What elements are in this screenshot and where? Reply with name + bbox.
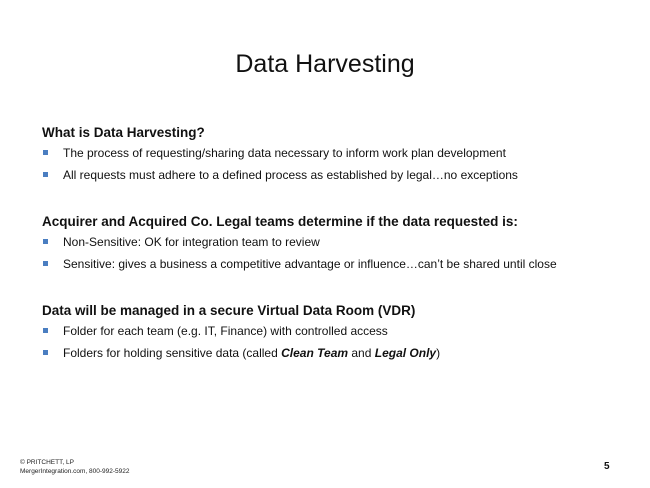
square-bullet-icon <box>43 150 48 155</box>
square-bullet-icon <box>43 172 48 177</box>
bullet-item <box>42 257 632 272</box>
bullet-text: Folder for each team (e.g. IT, Finance) with controlled access <box>63 324 388 338</box>
bullet-text: Non-Sensitive: OK for integration team to review <box>63 235 320 249</box>
bullet-text-prefix: Folders for holding sensitive data (called <box>63 346 282 360</box>
section-heading: What is Data Harvesting? <box>42 125 205 140</box>
footer-copyright: © PRITCHETT, LP <box>20 459 74 466</box>
bullet-list <box>42 146 632 183</box>
bullet-list <box>42 324 632 361</box>
section-what-is <box>42 124 632 190</box>
bullet-item <box>42 146 632 161</box>
clean-team-emphasis: Clean Team <box>281 346 349 360</box>
bullet-text-mid: and <box>348 346 375 360</box>
section-heading: Data will be managed in a secure Virtual Data Room (VDR) <box>42 303 416 318</box>
bullet-list <box>42 235 632 272</box>
square-bullet-icon <box>43 239 48 244</box>
bullet-item <box>42 168 632 183</box>
square-bullet-icon <box>43 350 48 355</box>
page-number: 5 <box>604 461 610 472</box>
bullet-item <box>42 235 632 250</box>
footer-contact: MergerIntegration.com, 800-992-5922 <box>20 468 130 475</box>
bullet-text: Sensitive: gives a business a competitive advantage or influence…can’t be shared until close <box>63 257 557 271</box>
section-vdr <box>42 302 632 368</box>
section-legal-teams <box>42 213 632 279</box>
bullet-item <box>42 346 632 361</box>
legal-only-emphasis: Legal Only <box>374 346 437 360</box>
bullet-text-suffix: ) <box>436 346 441 360</box>
slide-title: Data Harvesting <box>235 50 415 78</box>
square-bullet-icon <box>43 261 48 266</box>
footer <box>20 458 129 476</box>
bullet-text: The process of requesting/sharing data necessary to inform work plan development <box>63 146 506 160</box>
section-heading: Acquirer and Acquired Co. Legal teams determine if the data requested is: <box>42 214 518 229</box>
bullet-item <box>42 324 632 339</box>
bullet-text: All requests must adhere to a defined process as established by legal…no exceptions <box>63 168 518 182</box>
square-bullet-icon <box>43 328 48 333</box>
